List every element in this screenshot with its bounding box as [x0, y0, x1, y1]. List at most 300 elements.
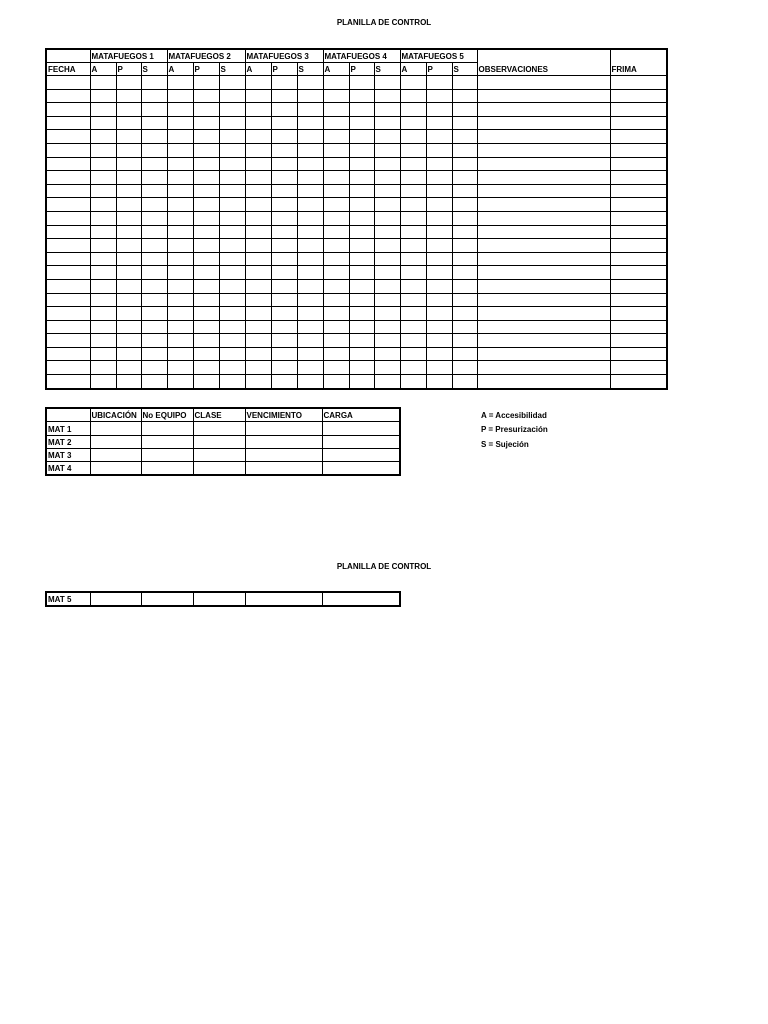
table-cell	[167, 293, 193, 307]
table-cell	[46, 130, 90, 144]
table-cell	[426, 130, 452, 144]
page-title-2: PLANILLA DE CONTROL	[336, 562, 432, 571]
table-cell	[426, 307, 452, 321]
table-cell	[297, 211, 323, 225]
equipment-row-label: MAT 2	[46, 435, 90, 448]
table-cell	[245, 239, 271, 253]
table-cell	[426, 171, 452, 185]
table-row	[46, 361, 667, 375]
table-cell	[477, 307, 610, 321]
table-cell	[116, 130, 141, 144]
table-cell	[297, 279, 323, 293]
table-cell	[426, 266, 452, 280]
table-cell	[610, 334, 667, 348]
table-cell	[46, 334, 90, 348]
table-cell	[141, 143, 167, 157]
table-cell	[400, 279, 426, 293]
table-cell	[477, 347, 610, 361]
sub-header-p: P	[193, 63, 219, 76]
table-cell	[193, 130, 219, 144]
table-cell	[141, 266, 167, 280]
table-cell	[90, 198, 116, 212]
equipment-header-empty	[46, 408, 90, 422]
table-cell	[193, 592, 245, 606]
table-cell	[271, 266, 297, 280]
table-cell	[610, 266, 667, 280]
table-cell	[374, 130, 400, 144]
table-cell	[90, 266, 116, 280]
table-cell	[374, 184, 400, 198]
table-cell	[167, 334, 193, 348]
table-cell	[46, 89, 90, 103]
table-cell	[116, 307, 141, 321]
table-cell	[167, 347, 193, 361]
group-header-5: MATAFUEGOS 5	[400, 49, 477, 63]
table-cell	[452, 279, 477, 293]
sub-header-p: P	[271, 63, 297, 76]
table-cell	[271, 347, 297, 361]
table-cell	[46, 211, 90, 225]
table-cell	[141, 157, 167, 171]
table-cell	[452, 293, 477, 307]
table-row	[46, 266, 667, 280]
table-cell	[426, 320, 452, 334]
table-cell	[46, 375, 90, 389]
equipment-row	[46, 448, 400, 461]
table-cell	[219, 252, 245, 266]
table-cell	[323, 184, 349, 198]
table-cell	[323, 225, 349, 239]
table-cell	[193, 375, 219, 389]
empty-header-cell	[46, 49, 90, 63]
sub-header-s: S	[219, 63, 245, 76]
table-cell	[193, 279, 219, 293]
table-cell	[46, 279, 90, 293]
table-cell	[323, 361, 349, 375]
table-cell	[46, 252, 90, 266]
mat5-table	[45, 591, 401, 607]
table-cell	[452, 171, 477, 185]
table-cell	[90, 143, 116, 157]
table-cell	[323, 375, 349, 389]
table-cell	[374, 266, 400, 280]
table-cell	[349, 157, 374, 171]
table-cell	[610, 252, 667, 266]
table-cell	[167, 266, 193, 280]
table-cell	[141, 89, 167, 103]
table-cell	[610, 171, 667, 185]
sub-header-a: A	[167, 63, 193, 76]
table-cell	[452, 143, 477, 157]
table-cell	[245, 89, 271, 103]
sub-header-p: P	[349, 63, 374, 76]
table-cell	[193, 171, 219, 185]
table-cell	[219, 347, 245, 361]
table-cell	[297, 252, 323, 266]
table-cell	[610, 375, 667, 389]
table-cell	[46, 76, 90, 90]
table-row	[46, 225, 667, 239]
table-cell	[610, 198, 667, 212]
table-cell	[46, 239, 90, 253]
table-cell	[400, 307, 426, 321]
table-cell	[426, 116, 452, 130]
table-cell	[426, 361, 452, 375]
table-cell	[167, 279, 193, 293]
table-cell	[452, 103, 477, 117]
table-cell	[349, 334, 374, 348]
equipment-row-label: MAT 3	[46, 448, 90, 461]
table-cell	[400, 320, 426, 334]
table-row	[46, 279, 667, 293]
table-row	[46, 320, 667, 334]
table-cell	[193, 184, 219, 198]
table-cell	[90, 462, 141, 476]
table-cell	[400, 375, 426, 389]
table-cell	[323, 252, 349, 266]
table-cell	[193, 435, 245, 448]
table-cell	[452, 198, 477, 212]
table-cell	[323, 334, 349, 348]
table-cell	[90, 157, 116, 171]
table-cell	[452, 334, 477, 348]
table-cell	[116, 320, 141, 334]
table-cell	[374, 143, 400, 157]
table-cell	[245, 266, 271, 280]
table-cell	[219, 239, 245, 253]
table-cell	[349, 307, 374, 321]
table-cell	[477, 320, 610, 334]
table-cell	[323, 143, 349, 157]
equipment-table	[45, 407, 401, 476]
table-cell	[116, 143, 141, 157]
table-cell	[322, 448, 400, 461]
table-row	[46, 239, 667, 253]
table-cell	[610, 361, 667, 375]
table-cell	[116, 76, 141, 90]
table-cell	[271, 116, 297, 130]
table-cell	[477, 171, 610, 185]
table-cell	[141, 198, 167, 212]
table-cell	[349, 184, 374, 198]
table-row	[46, 157, 667, 171]
table-cell	[141, 592, 193, 606]
table-cell	[297, 198, 323, 212]
table-cell	[245, 334, 271, 348]
table-cell	[116, 347, 141, 361]
table-cell	[426, 279, 452, 293]
table-cell	[90, 252, 116, 266]
table-cell	[141, 279, 167, 293]
table-cell	[374, 103, 400, 117]
table-cell	[90, 361, 116, 375]
table-cell	[477, 76, 610, 90]
table-cell	[167, 320, 193, 334]
table-cell	[219, 171, 245, 185]
sub-header-s: S	[141, 63, 167, 76]
table-cell	[323, 211, 349, 225]
table-cell	[400, 76, 426, 90]
table-cell	[90, 435, 141, 448]
table-cell	[374, 361, 400, 375]
table-cell	[271, 279, 297, 293]
table-cell	[219, 198, 245, 212]
table-cell	[116, 279, 141, 293]
table-cell	[400, 198, 426, 212]
table-cell	[426, 225, 452, 239]
table-cell	[271, 334, 297, 348]
table-cell	[271, 252, 297, 266]
table-cell	[46, 171, 90, 185]
table-cell	[610, 279, 667, 293]
table-cell	[141, 184, 167, 198]
table-cell	[297, 239, 323, 253]
table-cell	[46, 266, 90, 280]
table-cell	[297, 130, 323, 144]
table-cell	[349, 143, 374, 157]
table-cell	[116, 89, 141, 103]
table-row	[46, 143, 667, 157]
table-cell	[219, 103, 245, 117]
table-cell	[349, 89, 374, 103]
table-cell	[245, 592, 322, 606]
table-cell	[426, 76, 452, 90]
table-cell	[245, 184, 271, 198]
table-cell	[452, 76, 477, 90]
table-cell	[349, 103, 374, 117]
table-cell	[477, 239, 610, 253]
equipment-header-row	[46, 408, 400, 422]
table-cell	[400, 334, 426, 348]
table-cell	[193, 448, 245, 461]
table-cell	[90, 320, 116, 334]
table-cell	[167, 184, 193, 198]
table-cell	[219, 307, 245, 321]
table-cell	[477, 334, 610, 348]
fecha-header: FECHA	[46, 63, 90, 76]
table-cell	[167, 307, 193, 321]
table-row	[46, 375, 667, 389]
group-header-4: MATAFUEGOS 4	[323, 49, 400, 63]
table-cell	[477, 89, 610, 103]
table-cell	[477, 225, 610, 239]
table-cell	[167, 252, 193, 266]
table-cell	[271, 157, 297, 171]
table-cell	[349, 211, 374, 225]
table-cell	[245, 225, 271, 239]
group-header-2: MATAFUEGOS 2	[167, 49, 245, 63]
table-cell	[219, 211, 245, 225]
table-cell	[116, 103, 141, 117]
table-row	[46, 171, 667, 185]
table-cell	[167, 361, 193, 375]
table-cell	[219, 184, 245, 198]
table-cell	[271, 171, 297, 185]
table-cell	[193, 252, 219, 266]
table-cell	[426, 143, 452, 157]
table-cell	[46, 361, 90, 375]
table-cell	[400, 347, 426, 361]
table-cell	[323, 307, 349, 321]
sub-header-a: A	[400, 63, 426, 76]
table-cell	[297, 184, 323, 198]
table-cell	[271, 76, 297, 90]
table-cell	[167, 76, 193, 90]
table-cell	[219, 266, 245, 280]
table-cell	[116, 252, 141, 266]
table-cell	[271, 89, 297, 103]
table-cell	[452, 239, 477, 253]
table-cell	[297, 103, 323, 117]
table-cell	[610, 307, 667, 321]
table-row	[46, 116, 667, 130]
table-cell	[374, 239, 400, 253]
table-cell	[271, 225, 297, 239]
table-cell	[349, 347, 374, 361]
table-cell	[141, 239, 167, 253]
table-cell	[116, 361, 141, 375]
table-cell	[46, 320, 90, 334]
table-cell	[219, 293, 245, 307]
table-cell	[610, 116, 667, 130]
table-cell	[323, 89, 349, 103]
table-cell	[141, 130, 167, 144]
table-cell	[426, 239, 452, 253]
table-cell	[245, 307, 271, 321]
table-cell	[400, 239, 426, 253]
table-cell	[46, 157, 90, 171]
table-cell	[90, 422, 141, 435]
table-cell	[374, 89, 400, 103]
table-cell	[477, 375, 610, 389]
equipment-row	[46, 435, 400, 448]
table-cell	[297, 225, 323, 239]
table-cell	[271, 320, 297, 334]
table-cell	[167, 198, 193, 212]
table-cell	[219, 279, 245, 293]
table-cell	[219, 375, 245, 389]
equipment-row	[46, 422, 400, 435]
table-cell	[90, 307, 116, 321]
table-cell	[46, 307, 90, 321]
table-cell	[116, 171, 141, 185]
table-cell	[400, 225, 426, 239]
table-cell	[477, 116, 610, 130]
table-cell	[322, 422, 400, 435]
sub-header-s: S	[297, 63, 323, 76]
table-cell	[452, 116, 477, 130]
table-cell	[322, 592, 400, 606]
sub-header-a: A	[323, 63, 349, 76]
table-cell	[141, 361, 167, 375]
table-cell	[116, 116, 141, 130]
table-cell	[610, 347, 667, 361]
table-cell	[271, 184, 297, 198]
table-cell	[610, 157, 667, 171]
table-cell	[46, 116, 90, 130]
table-cell	[323, 76, 349, 90]
table-cell	[90, 375, 116, 389]
table-cell	[245, 361, 271, 375]
table-cell	[193, 198, 219, 212]
table-cell	[193, 320, 219, 334]
table-cell	[477, 130, 610, 144]
table-cell	[297, 347, 323, 361]
table-cell	[323, 103, 349, 117]
table-cell	[323, 130, 349, 144]
table-cell	[141, 103, 167, 117]
table-cell	[452, 89, 477, 103]
table-cell	[271, 293, 297, 307]
table-cell	[610, 76, 667, 90]
table-cell	[477, 252, 610, 266]
table-cell	[610, 89, 667, 103]
table-cell	[323, 266, 349, 280]
table-cell	[452, 266, 477, 280]
table-cell	[245, 320, 271, 334]
table-cell	[245, 435, 322, 448]
table-cell	[323, 198, 349, 212]
table-cell	[116, 239, 141, 253]
table-cell	[297, 307, 323, 321]
table-cell	[116, 198, 141, 212]
table-cell	[400, 143, 426, 157]
table-cell	[426, 157, 452, 171]
table-cell	[400, 252, 426, 266]
table-row	[46, 184, 667, 198]
table-cell	[141, 334, 167, 348]
table-cell	[167, 143, 193, 157]
table-cell	[193, 143, 219, 157]
table-cell	[193, 211, 219, 225]
table-cell	[374, 307, 400, 321]
table-cell	[271, 103, 297, 117]
equipment-row	[46, 462, 400, 476]
table-cell	[90, 334, 116, 348]
table-cell	[141, 116, 167, 130]
table-cell	[219, 225, 245, 239]
table-row	[46, 198, 667, 212]
table-cell	[167, 89, 193, 103]
table-cell	[167, 103, 193, 117]
table-cell	[90, 130, 116, 144]
table-cell	[116, 293, 141, 307]
legend	[481, 409, 548, 452]
table-cell	[245, 448, 322, 461]
table-cell	[271, 143, 297, 157]
table-row	[46, 307, 667, 321]
table-cell	[374, 116, 400, 130]
table-cell	[141, 435, 193, 448]
table-cell	[297, 334, 323, 348]
table-cell	[374, 76, 400, 90]
table-cell	[245, 347, 271, 361]
table-cell	[349, 239, 374, 253]
table-cell	[297, 157, 323, 171]
table-cell	[46, 143, 90, 157]
table-cell	[452, 184, 477, 198]
table-cell	[374, 211, 400, 225]
table-cell	[219, 143, 245, 157]
table-cell	[167, 116, 193, 130]
table-cell	[374, 225, 400, 239]
table-cell	[400, 130, 426, 144]
table-cell	[297, 116, 323, 130]
table-cell	[46, 347, 90, 361]
table-cell	[297, 320, 323, 334]
table-cell	[322, 435, 400, 448]
vencimiento-header: VENCIMIENTO	[245, 408, 322, 422]
